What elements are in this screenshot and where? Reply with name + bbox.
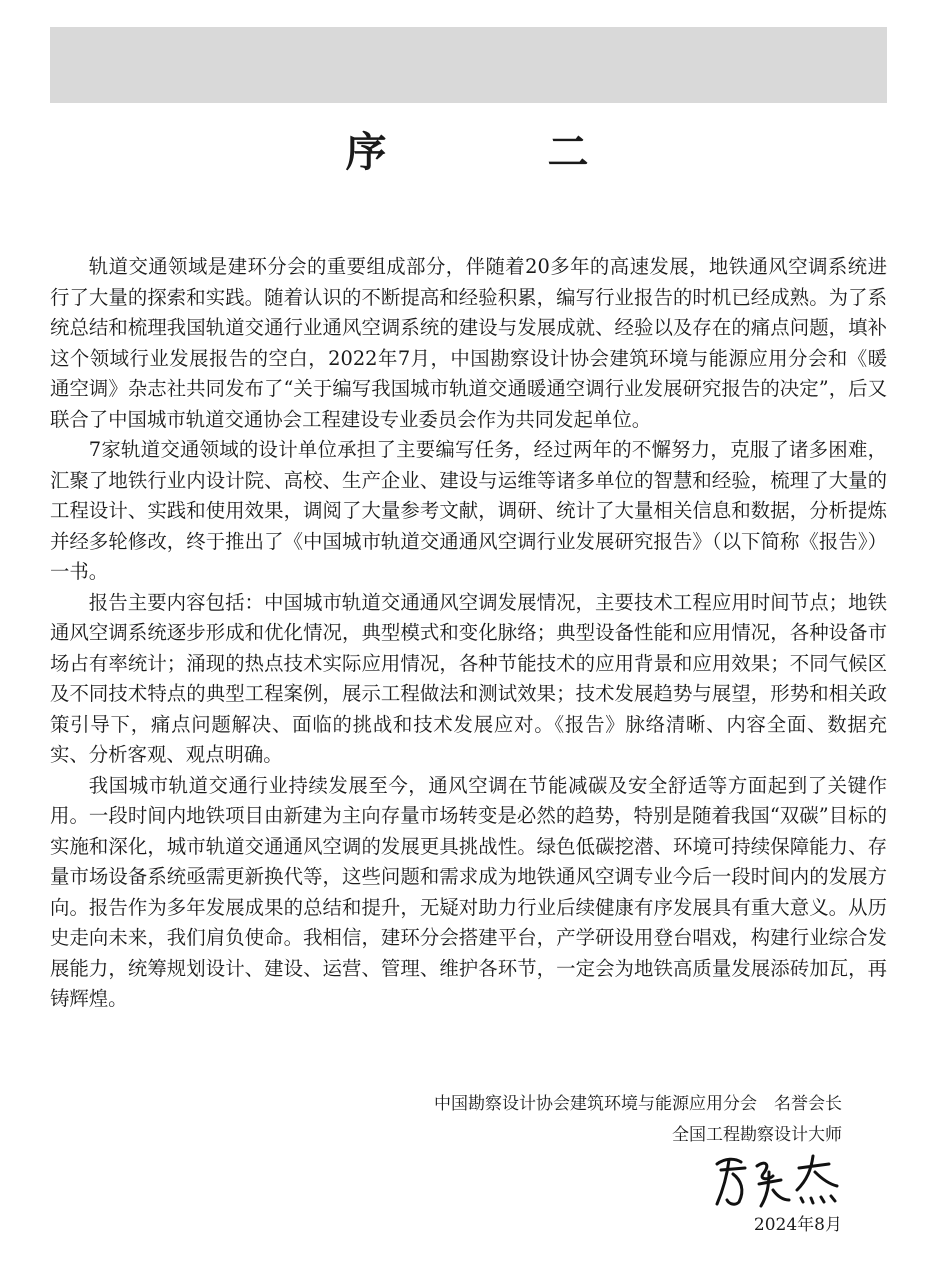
paragraph-4: 我国城市轨道交通行业持续发展至今，通风空调在节能减碳及安全舒适等方面起到了关键作用。一段时间内地铁项目由新建为主向存量市场转变是必然的趋势，特别是随着我国“双碳”目标的实施和深化，城市轨道交通通风空调的发展更具挑战性。绿色低碳挖潜、环境可持续保障能力、存量市场设备系统亟需更新换代等，这些问题和需求成为地铁通风空调专业今后一段时间内的发展方向。报告作为多年发展成果的总结和提升，无疑对助力行业后续健康有序发展具有重大意义。从历史走向未来，我们肩负使命。我相信，建环分会搭建平台，产学研设用登台唱戏，构建行业综合发展能力，统筹规划设计、建设、运营、管理、维护各环节，一定会为地铁高质量发展添砖加瓦，再铸辉煌。 [50,773,887,1010]
header-band [50,27,887,103]
page-title: 序 二 [345,128,649,176]
handwritten-signature [711,1150,846,1212]
paragraph-3: 报告主要内容包括：中国城市轨道交通通风空调发展情况，主要技术工程应用时间节点；地铁通风空调系统逐步形成和优化情况，典型模式和变化脉络；典型设备性能和应用情况，各种设备市场占有率统计；涌现的热点技术实际应用情况，各种节能技术的应用背景和应用效果；不同气候区及不同技术特点的典型工程案例，展示工程做法和测试效果；技术发展趋势与展望，形势和相关政策引导下，痛点问题解决、面临的挑战和技术发展应对。《报告》脉络清晰、内容全面、数据充实、分析客观、观点明确。 [50,590,887,766]
paragraph-2: 7家轨道交通领域的设计单位承担了主要编写任务，经过两年的不懈努力，克服了诸多困难，汇聚了地铁行业内设计院、高校、生产企业、建设与运维等诸多单位的智慧和经验，梳理了大量的工程设计、实践和使用效果，调阅了大量参考文献，调研、统计了大量相关信息和数据，分析提炼并经多轮修改，终于推出了《中国城市轨道交通通风空调行业发展研究报告》（以下简称《报告》）一书。 [50,438,887,583]
paragraph-1: 轨道交通领域是建环分会的重要组成部分，伴随着20多年的高速发展，地铁通风空调系统进行了大量的探索和实践。随着认识的不断提高和经验积累，编写行业报告的时机已经成熟。为了系统总结和梳理我国轨道交通行业通风空调系统的建设与发展成就、经验以及存在的痛点问题，填补这个领域行业发展报告的空白，2022年7月，中国勘察设计协会建筑环境与能源应用分会和《暖通空调》杂志社共同发布了“关于编写我国城市轨道交通暖通空调行业发展研究报告的决定”，后又联合了中国城市轨道交通协会工程建设专业委员会作为共同发起单位。 [50,255,887,431]
signoff-honor: 全国工程勘察设计大师 [672,1125,842,1145]
signoff-date: 2024年8月 [753,1215,842,1235]
body-text [50,252,887,1015]
signoff-organization: 中国勘察设计协会建筑环境与能源应用分会 名誉会长 [434,1094,842,1114]
